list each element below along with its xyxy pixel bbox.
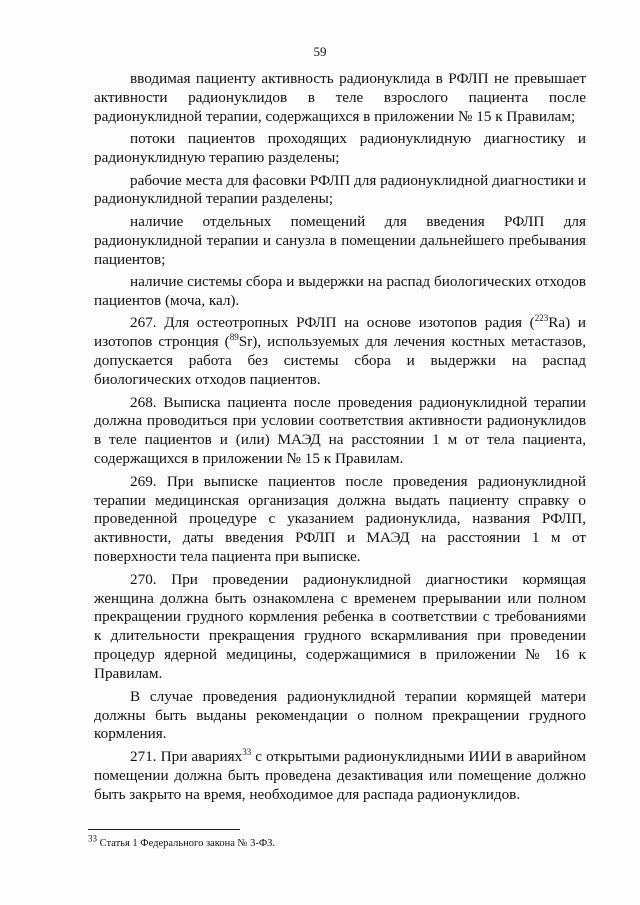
footnote-reference: 33 xyxy=(242,746,252,757)
radium-mass-number: 223 xyxy=(534,313,549,324)
paragraph-269: 269. При выписке пациентов после проведения радионуклидной терапии медицинская организация должна выдать пациенту справку о проведенной процедуре с указанием радионуклида, названия РФЛП, активности, даты введения РФЛП и МАЭД на расстоянии 1 м от поверхности тела пациента при выписке. xyxy=(94,472,586,566)
paragraph-waste-system: наличие системы сбора и выдержки на распад биологических отходов пациентов (моча, кал). xyxy=(94,273,586,309)
paragraph-separate-rooms: наличие отдельных помещений для введения РФЛП для радионуклидной терапии и санузла в помещении дальнейшего пребывания пациентов; xyxy=(94,212,586,268)
paragraph-267-text-c: Sr), используемых для лечения костных метастазов, допускается работа без системы сбора и выдержки на распад биологических отходов пациентов. xyxy=(94,333,586,389)
footnote-divider xyxy=(88,829,240,830)
paragraph-patient-flows: потоки пациентов проходящих радионуклидную диагностику и радионуклидную терапию разделены; xyxy=(94,130,586,167)
paragraph-268: 268. Выписка пациента после проведения радионуклидной терапии должна проводиться при условии соответствия активности радионуклидов в теле пациентов и (или) МАЭД на расстоянии 1 м от тела пациента, содержащихся в приложении № 15 к Правилам. xyxy=(94,393,586,468)
paragraph-267 xyxy=(94,314,586,390)
document-body xyxy=(94,70,586,808)
strontium-mass-number: 89 xyxy=(229,332,239,343)
paragraph-271 xyxy=(94,748,586,805)
page-number: 59 xyxy=(313,44,327,59)
paragraph-270: 270. При проведении радионуклидной диагностики кормящая женщина должна быть ознакомлена с временем прерывании или полном прекращении грудного кормления ребенка в соответствии с требованиями к длительности прекращения грудного вскармливания при проведении процедур ядерной медицины, содержащимися в приложении № 16 к Правилам. xyxy=(94,570,586,683)
footnote xyxy=(88,833,588,849)
paragraph-workplaces: рабочие места для фасовки РФЛП для радионуклидной диагностики и радионуклидной терапии разделены; xyxy=(94,171,586,208)
paragraph-activity-limit: вводимая пациенту активность радионуклида в РФЛП не превышает активности радионуклидов в теле взрослого пациента после радионуклидной терапии, содержащихся в приложении № 15 к Правилам; xyxy=(94,70,586,125)
paragraph-271-text-a: 271. При авариях xyxy=(130,747,243,765)
footnote-marker: 33 xyxy=(88,833,97,844)
paragraph-271-text-b: с открытыми радионуклидными ИИИ в аварийном помещении должна быть проведена дезактивация или помещение должно быть закрыто на время, необходимое для распада радионуклидов. xyxy=(94,747,586,803)
paragraph-267-text-b: Ra) и изотопов стронция ( xyxy=(94,314,586,351)
paragraph-270-breastfeeding: В случае проведения радионуклидной терапии кормящей матери должны быть выданы рекомендации о полном прекращении грудного кормления. xyxy=(94,687,586,743)
footnote-text: Статья 1 Федерального закона № 3-ФЗ. xyxy=(97,838,276,849)
paragraph-267-text-a: 267. Для остеотропных РФЛП на основе изотопов радия ( xyxy=(130,314,535,332)
